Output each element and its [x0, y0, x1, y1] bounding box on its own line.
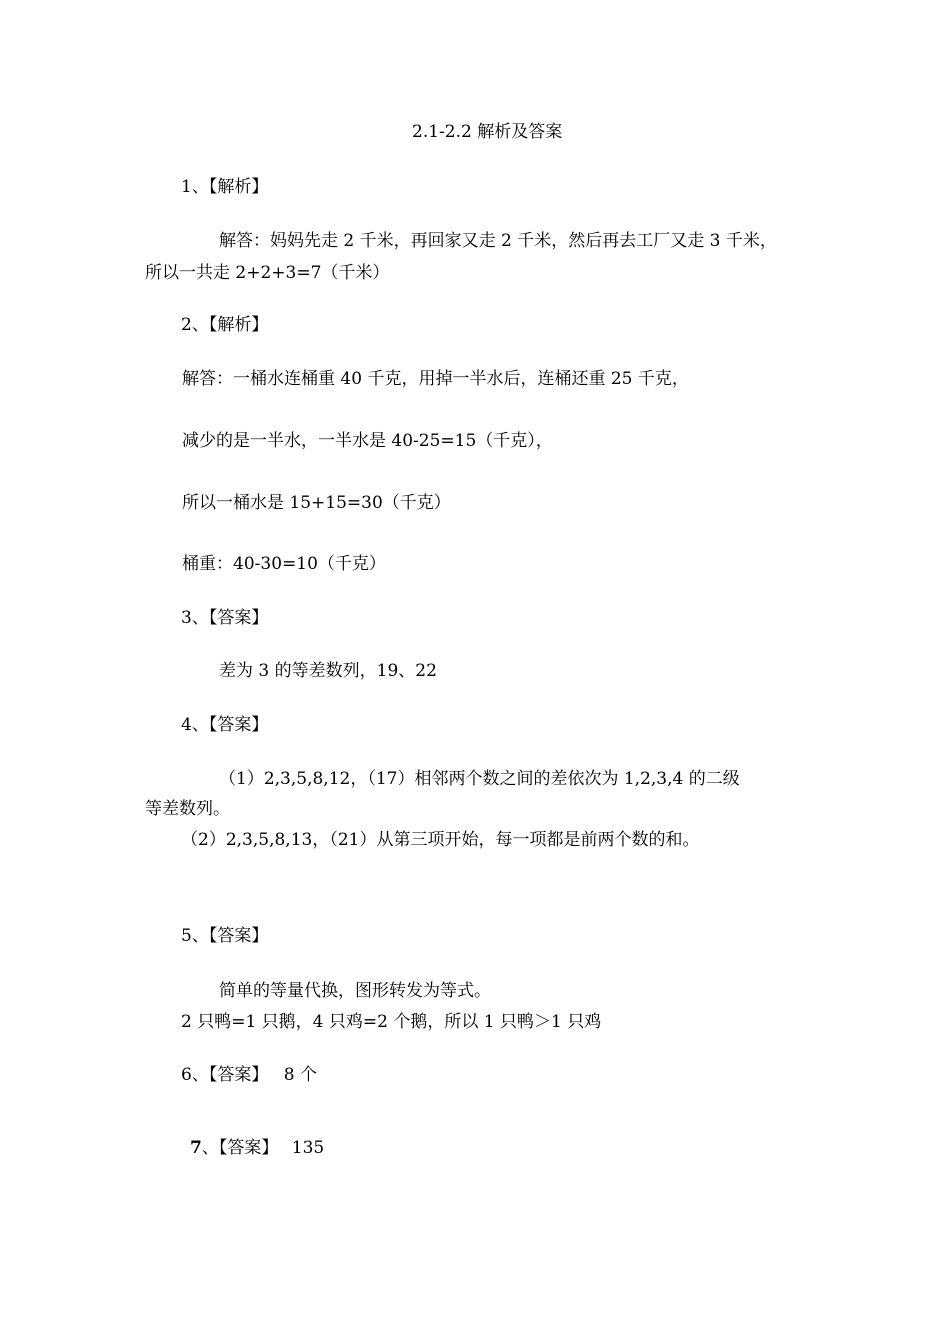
q5-line1: 简单的等量代换，图形转发为等式。	[219, 981, 491, 1001]
q1-line2: 所以一共走 2+2+3=7（千米）	[145, 263, 390, 283]
q4-line1: （1）2,3,5,8,12，（17）相邻两个数之间的差依次为 1,2,3,4 的二级	[219, 769, 740, 789]
q6-heading: 6、【答案】	[181, 1065, 269, 1085]
q4-heading: 4、【答案】	[181, 715, 269, 735]
q4-line3: （2）2,3,5,8,13，（21）从第三项开始，每一项都是前两个数的和。	[181, 830, 700, 850]
q7-row	[190, 1137, 324, 1159]
q5-heading: 5、【答案】	[181, 926, 269, 946]
q2-line3: 所以一桶水是 15+15=30（千克）	[182, 493, 451, 513]
q2-line1: 解答：一桶水连桶重 40 千克，用掉一半水后，连桶还重 25 千克，	[182, 369, 689, 389]
q7-heading: 、【答案】	[201, 1138, 279, 1158]
page-title: 2.1-2.2 解析及答案	[412, 122, 563, 142]
q7-number: 7	[190, 1138, 202, 1158]
q2-line2: 减少的是一半水，一半水是 40-25=15（千克），	[182, 431, 553, 451]
q5-line2: 2 只鸭=1 只鹅，4 只鸡=2 个鹅，所以 1 只鸭＞1 只鸡	[181, 1012, 602, 1032]
q7-answer: 135	[291, 1138, 325, 1158]
q6-answer: 8 个	[283, 1065, 317, 1085]
q3-heading: 3、【答案】	[181, 608, 269, 628]
q3-line1: 差为 3 的等差数列，19、22	[219, 661, 437, 681]
q2-line4: 桶重：40-30=10（千克）	[182, 554, 386, 574]
q6-row	[181, 1064, 317, 1086]
q1-line1: 解答：妈妈先走 2 千米，再回家又走 2 千米，然后再去工厂又走 3 千米，	[219, 231, 777, 251]
q4-line2: 等差数列。	[145, 799, 230, 819]
q2-heading: 2、【解析】	[181, 315, 269, 335]
q1-heading: 1、【解析】	[181, 177, 269, 197]
